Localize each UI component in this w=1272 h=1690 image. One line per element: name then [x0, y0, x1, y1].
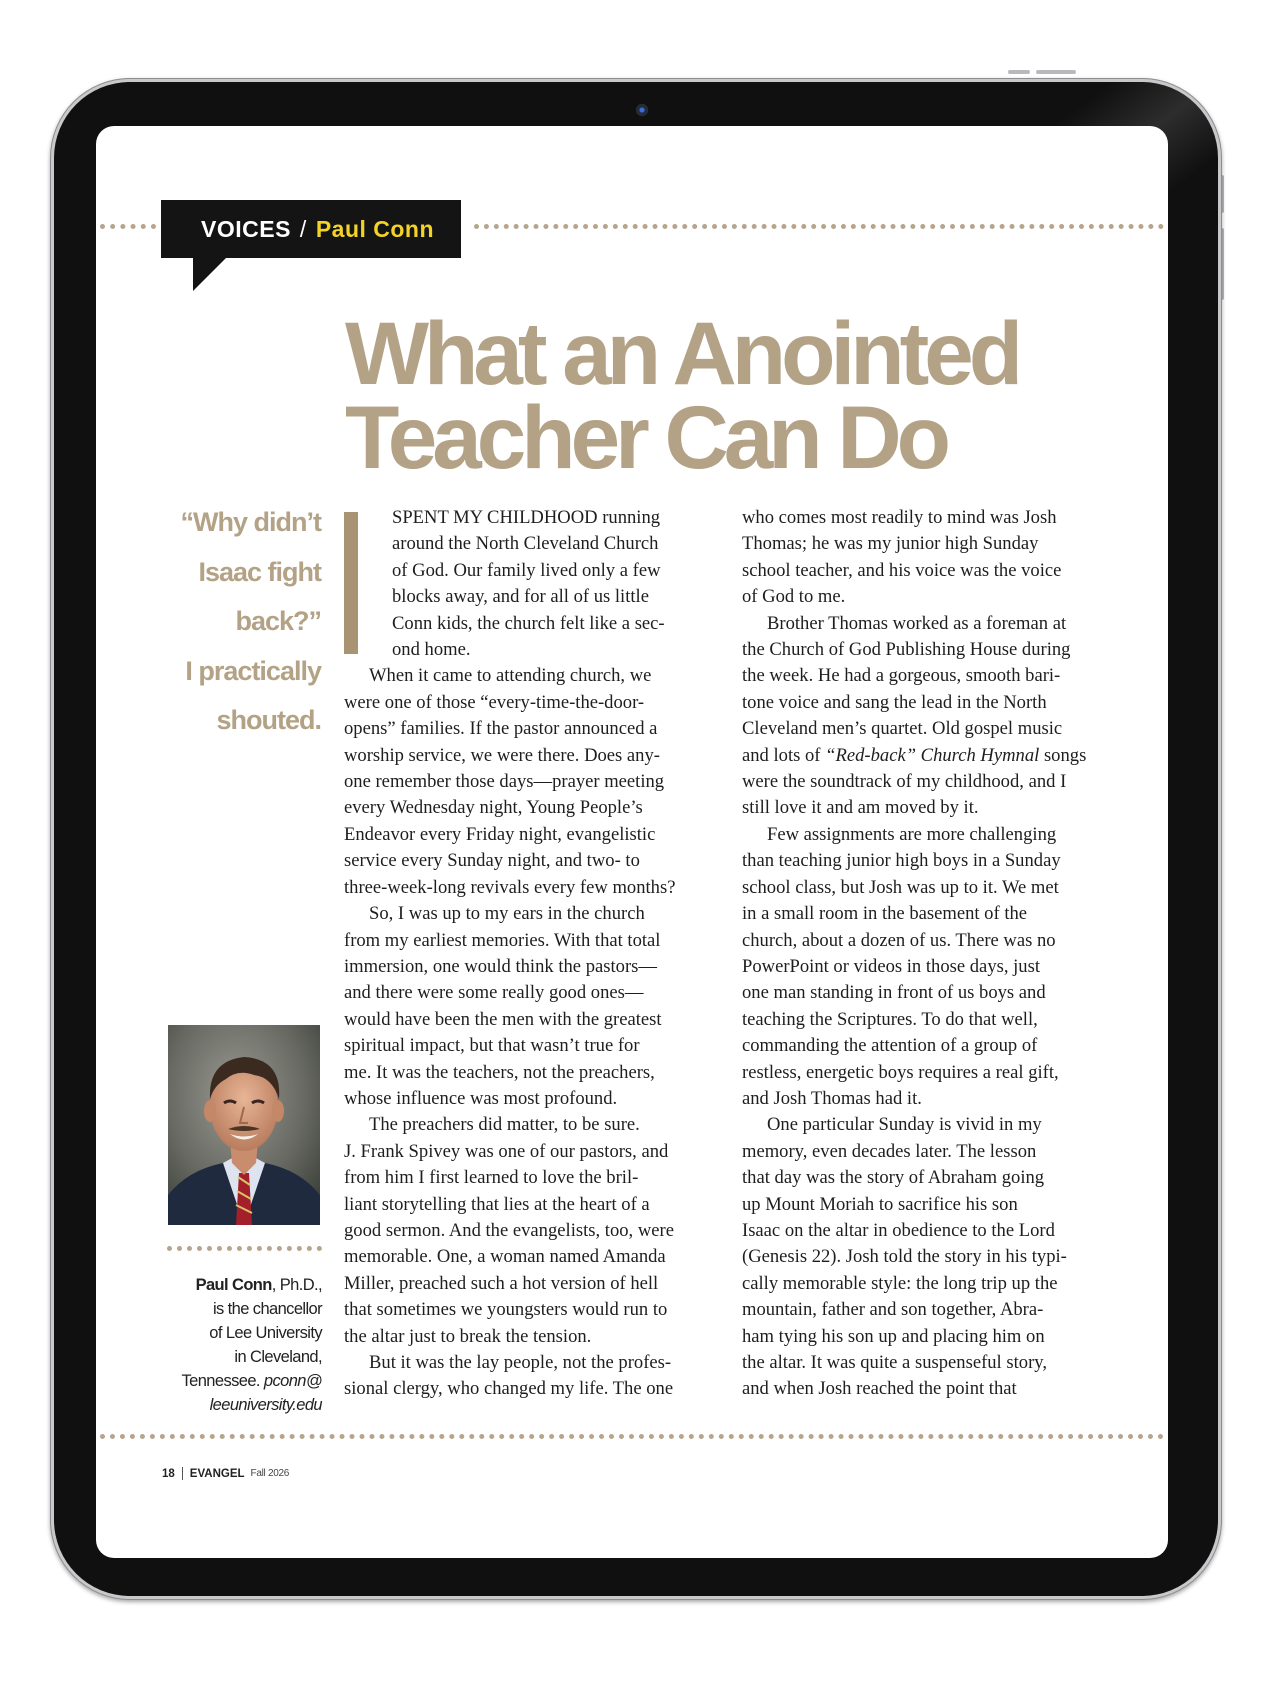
- body-line: and Josh Thomas had it.: [742, 1087, 922, 1109]
- body-line: blocks away, and for all of us little: [392, 586, 649, 608]
- body-line: The preachers did matter, to be sure.: [369, 1114, 640, 1136]
- body-line: spiritual impact, but that wasn’t true for: [344, 1035, 640, 1057]
- body-line: the altar. It was quite a suspenseful story,: [742, 1352, 1047, 1373]
- tablet-frame: [50, 78, 1222, 1600]
- body-line: Endeavor every Friday night, evangelistic: [344, 823, 656, 845]
- issue-date: Fall 2026: [250, 1468, 289, 1479]
- pull-quote-line: Isaac fight: [198, 556, 321, 587]
- body-line: worship service, we were there. Does any-: [344, 744, 660, 766]
- body-line: three-week-long revivals every few months?: [344, 876, 676, 898]
- body-line: (Genesis 22). Josh told the story in his typi-: [742, 1246, 1067, 1268]
- body-line: school teacher, and his voice was the voice: [742, 559, 1062, 581]
- body-line: in a small room in the basement of the: [742, 903, 1028, 925]
- pull-quote-line: back?”: [235, 606, 321, 636]
- bio-line: of Lee University: [209, 1324, 322, 1342]
- hymnal-title: “Red-back” Church Hymnal: [825, 744, 1040, 766]
- body-line: Cleveland men’s quartet. Old gospel music: [742, 718, 1063, 740]
- body-line: one remember those days—prayer meeting: [344, 771, 665, 793]
- body-line: that day was the story of Abraham going: [742, 1167, 1045, 1189]
- body-line: every Wednesday night, Young People’s: [344, 797, 643, 819]
- body-line: than teaching junior high boys in a Sunday: [742, 850, 1061, 872]
- body-line: SPENT MY CHILDHOOD running: [392, 507, 661, 528]
- body-line: tone voice and sang the lead in the North: [742, 691, 1047, 713]
- magazine-page: [96, 126, 1168, 1558]
- pull-quote-line: “Why didn’t: [180, 507, 321, 537]
- top-button-2[interactable]: [1036, 70, 1076, 74]
- header-dotted-rule-right: [474, 224, 1164, 229]
- body-line: PowerPoint or videos in those days, just: [742, 955, 1041, 977]
- body-line: were the soundtrack of my childhood, and I: [742, 771, 1067, 793]
- body-line: liant storytelling that lies at the heart of a: [344, 1193, 650, 1215]
- body-line: When it came to attending church, we: [369, 665, 652, 687]
- body-line: immersion, one would think the pastors—: [344, 955, 657, 977]
- body-line: memory, even decades later. The lesson: [742, 1140, 1037, 1162]
- section-label: VOICES: [201, 215, 291, 242]
- author-email-part1[interactable]: pconn@: [263, 1372, 322, 1390]
- body-line: teaching the Scriptures. To do that well,: [742, 1008, 1038, 1030]
- pull-quote-line: I practically: [185, 655, 321, 686]
- body-line: and when Josh reached the point that: [742, 1378, 1017, 1400]
- body-line: mountain, father and son together, Abra-: [742, 1299, 1044, 1321]
- bio-line: is the chancellor: [212, 1300, 322, 1318]
- body-line: church, about a dozen of us. There was no: [742, 929, 1056, 951]
- article-title: [345, 303, 1145, 487]
- body-line: Thomas; he was my junior high Sunday: [742, 533, 1039, 555]
- tablet-bezel: [54, 82, 1218, 1596]
- bio-line: [146, 1393, 322, 1417]
- body-line: one man standing in front of us boys and: [742, 982, 1046, 1004]
- bio-line: [146, 1369, 322, 1393]
- body-line: still love it and am moved by it.: [742, 797, 979, 819]
- body-line: around the North Cleveland Church: [392, 533, 659, 555]
- body-line: of God to me.: [742, 586, 846, 608]
- author-photo: [168, 1025, 320, 1225]
- footer-divider: [182, 1467, 183, 1480]
- body-line: the Church of God Publishing House during: [742, 639, 1071, 661]
- body-line: ond home.: [392, 639, 471, 661]
- bio-location: Tennessee.: [181, 1372, 264, 1390]
- body-line: So, I was up to my ears in the church: [369, 903, 645, 925]
- body-line: [742, 743, 1114, 769]
- body-line: But it was the lay people, not the profes-: [369, 1352, 672, 1373]
- bio-line: in Cleveland,: [234, 1348, 322, 1366]
- bio-line: [146, 1273, 322, 1297]
- author-credentials: , Ph.D.,: [271, 1276, 322, 1294]
- body-line: restless, energetic boys requires a real gift,: [742, 1061, 1059, 1083]
- body-line: would have been the men with the greatest: [344, 1008, 662, 1030]
- author-name: Paul Conn: [195, 1276, 272, 1294]
- body-line: memorable. One, a woman named Amanda: [344, 1246, 666, 1268]
- body-line: up Mount Moriah to sacrifice his son: [742, 1193, 1018, 1215]
- author-portrait-graphic: [168, 1025, 320, 1225]
- body-line: sional clergy, who changed my life. The one: [344, 1378, 674, 1400]
- body-line: were one of those “every-time-the-door-: [344, 691, 645, 713]
- body-line: good sermon. And the evangelists, too, were: [344, 1219, 674, 1241]
- magazine-name: EVANGEL: [189, 1467, 245, 1480]
- body-line: cally memorable style: the long trip up the: [742, 1272, 1058, 1294]
- body-line: Isaac on the altar in obedience to the Lord: [742, 1219, 1055, 1241]
- author-bio: [146, 1273, 322, 1417]
- top-button[interactable]: [1008, 70, 1030, 74]
- body-line: the week. He had a gorgeous, smooth bari-: [742, 665, 1061, 687]
- header-dotted-rule-left: [100, 224, 156, 229]
- body-line: One particular Sunday is vivid in my: [767, 1114, 1042, 1136]
- page-number: 18: [162, 1467, 175, 1480]
- body-line: service every Sunday night, and two- to: [344, 850, 640, 872]
- body-line: Brother Thomas worked as a foreman at: [767, 612, 1067, 634]
- body-line: from my earliest memories. With that total: [344, 929, 661, 951]
- body-line: of God. Our family lived only a few: [392, 559, 661, 581]
- body-line: from him I first learned to love the bril-: [344, 1167, 639, 1189]
- body-line: opens” families. If the pastor announced a: [344, 718, 658, 740]
- body-line: school class, but Josh was up to it. We met: [742, 876, 1059, 898]
- footer-dotted-rule: [100, 1434, 1164, 1439]
- body-text: songs: [1039, 744, 1087, 766]
- author-email-part2[interactable]: leeuniversity.edu: [209, 1396, 322, 1414]
- author-dotted-rule: [167, 1246, 322, 1251]
- body-line: that sometimes we youngsters would run to: [344, 1299, 668, 1321]
- section-tag: [161, 200, 461, 258]
- body-line: J. Frank Spivey was one of our pastors, and: [344, 1140, 669, 1162]
- page-footer: [162, 1467, 289, 1480]
- body-line: Miller, preached such a hot version of hell: [344, 1272, 659, 1294]
- title-line: What an Anointed: [345, 303, 1019, 403]
- body-line: me. It was the teachers, not the preachers,: [344, 1061, 655, 1083]
- body-line: Few assignments are more challenging: [767, 823, 1057, 845]
- section-separator: /: [299, 215, 307, 242]
- pull-quote-line: shouted.: [216, 705, 321, 735]
- speech-bubble-tail-icon: [193, 257, 227, 291]
- body-column-1: [344, 505, 704, 1403]
- body-text: and lots of: [742, 744, 826, 766]
- body-line: and there were some really good ones—: [344, 982, 644, 1004]
- body-line: whose influence was most profound.: [344, 1087, 618, 1109]
- front-camera-icon: [635, 103, 649, 117]
- section-author: Paul Conn: [315, 215, 435, 242]
- body-line: ham tying his son up and placing him on: [742, 1325, 1045, 1347]
- body-line: who comes most readily to mind was Josh: [742, 507, 1057, 528]
- body-line: commanding the attention of a group of: [742, 1035, 1038, 1057]
- body-column-2: [742, 505, 1114, 1403]
- title-line: Teacher Can Do: [345, 387, 946, 487]
- body-line: Conn kids, the church felt like a sec-: [392, 612, 665, 634]
- pull-quote: [136, 498, 321, 746]
- body-line: the altar just to break the tension.: [344, 1325, 592, 1347]
